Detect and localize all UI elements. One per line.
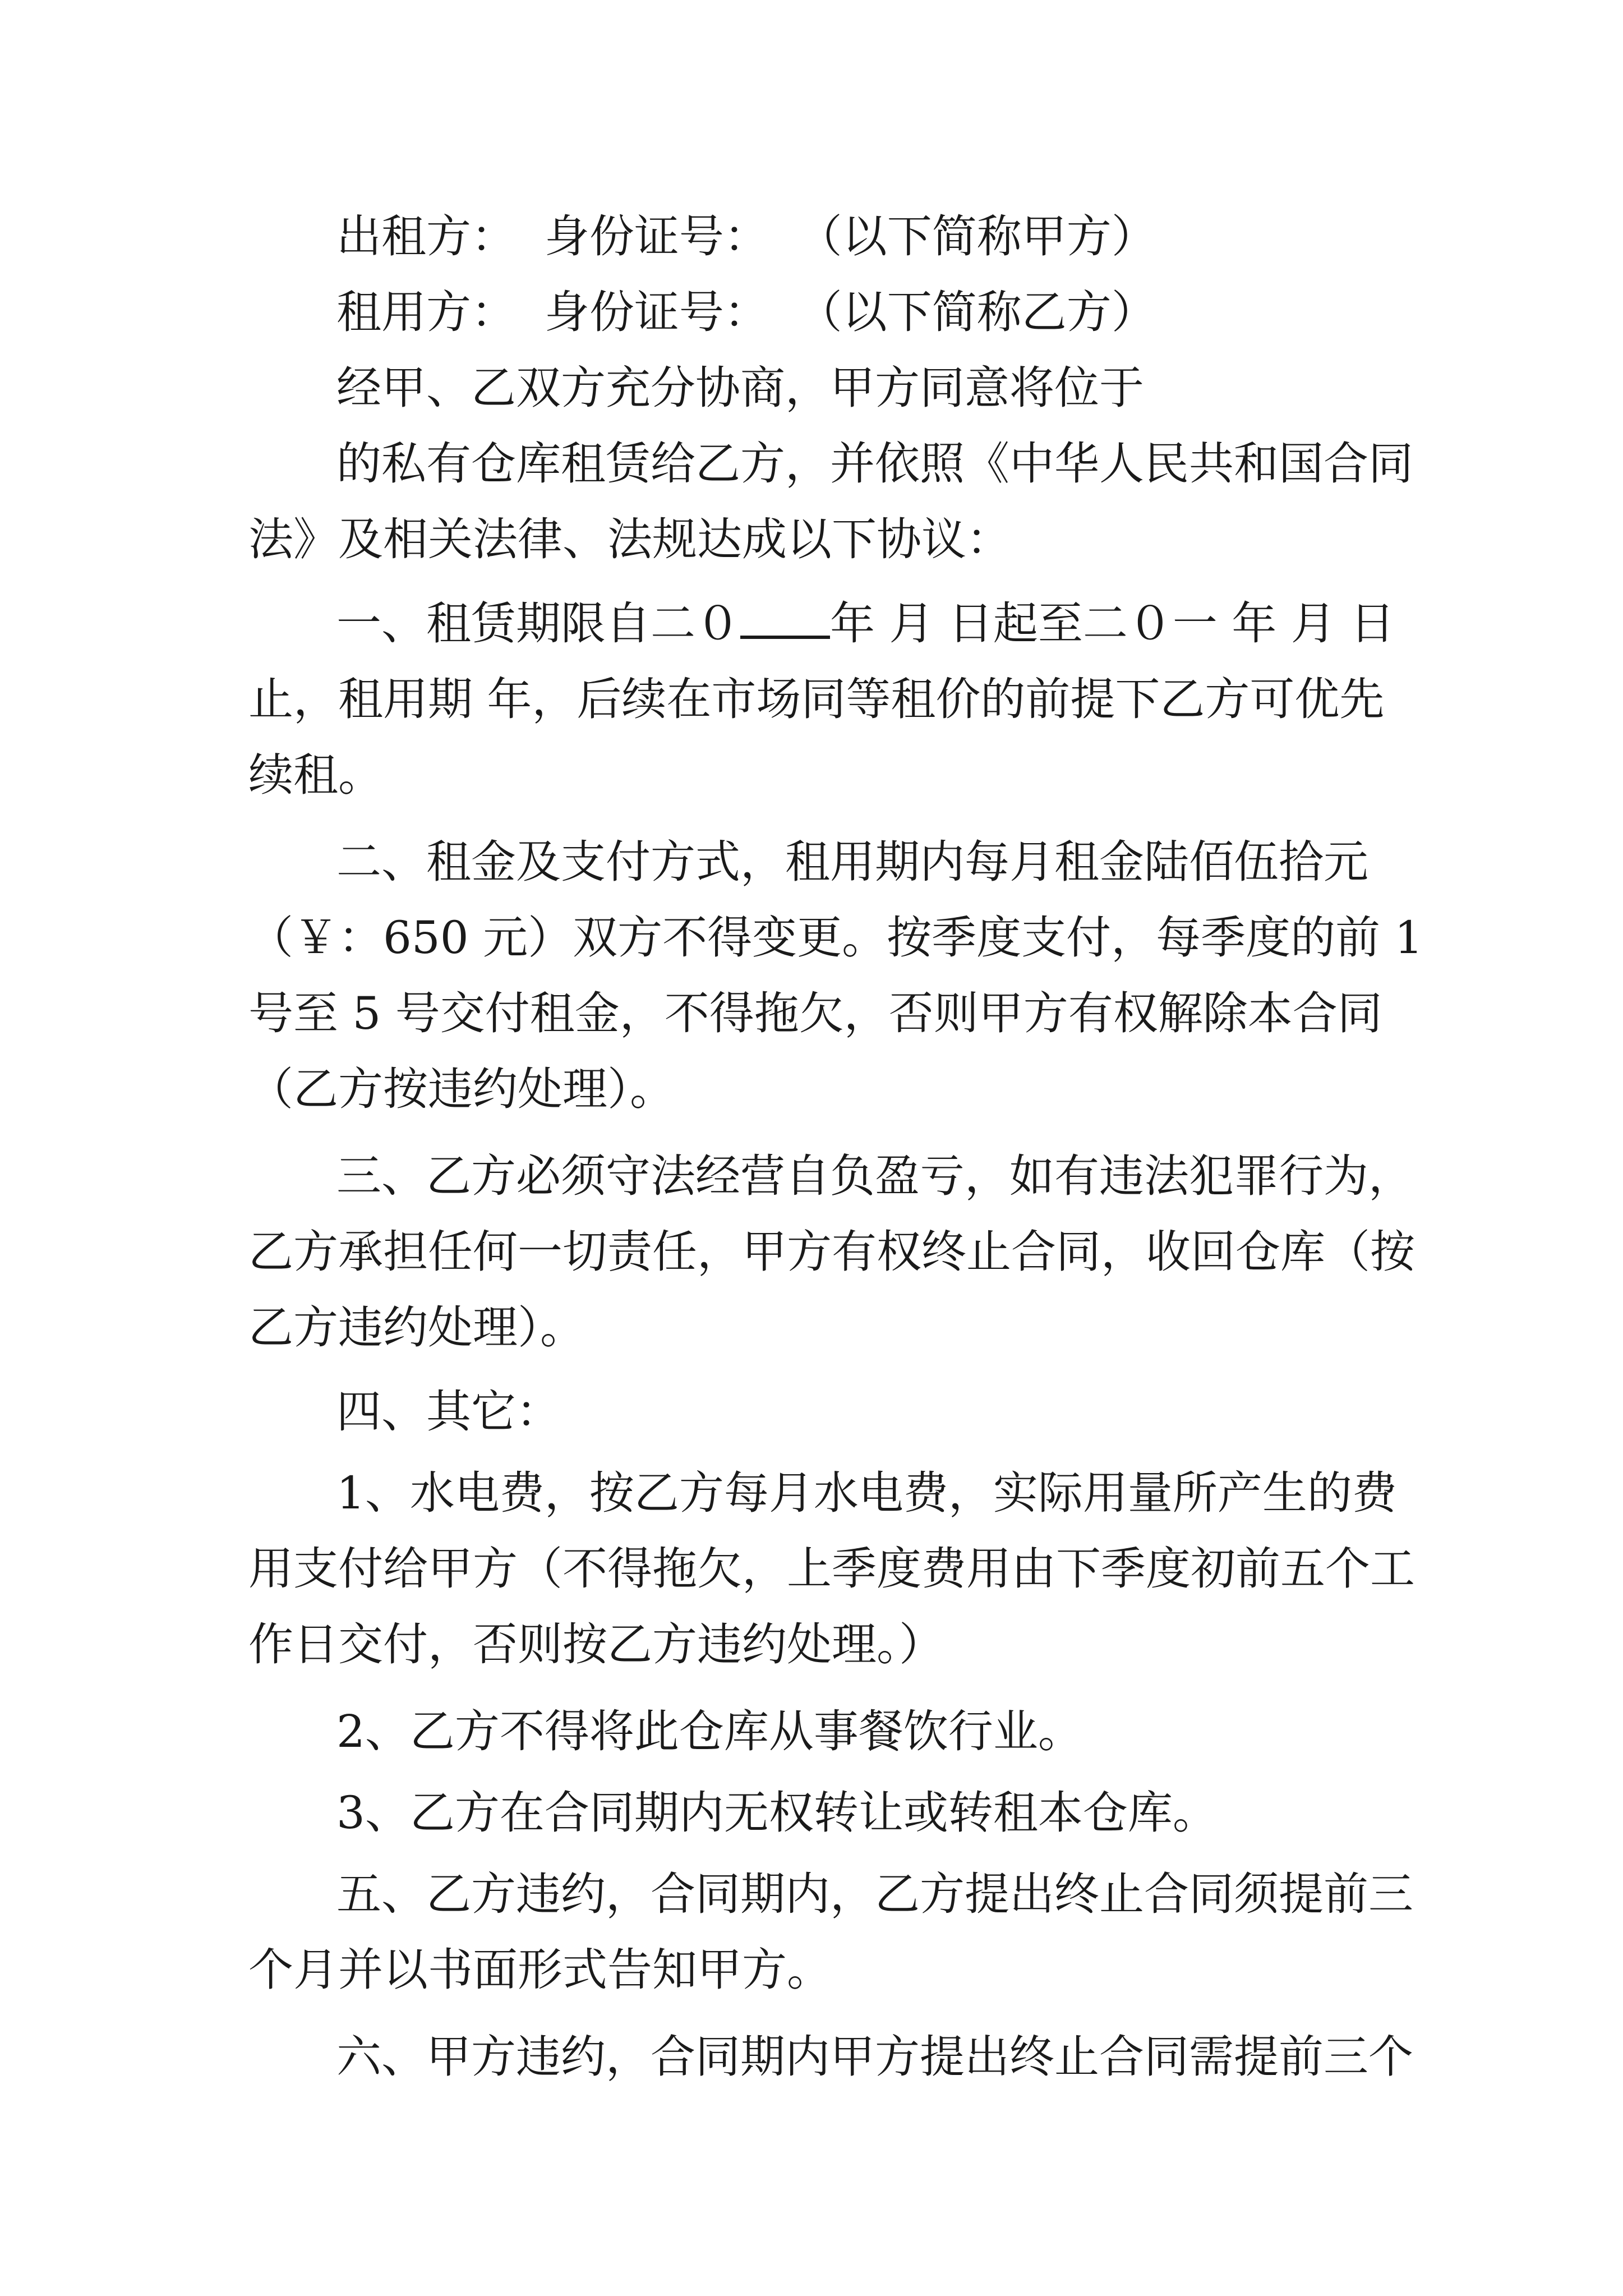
clause-1-line-3: 续租。 [248,749,383,801]
clause-5-line-1: 五、乙方违约，合同期内，乙方提出终止合同须提前三 [336,1868,1413,1920]
clause-2-line-3: 号至 5 号交付租金，不得拖欠，否则甲方有权解除本合同 [248,987,1382,1039]
intro-line-2: 的私有仓库租赁给乙方，并依照《中华人民共和国合同 [336,438,1413,490]
intro-line-3: 法》及相关法律、法规达成以下协议： [248,513,1011,565]
clause-2-line-2: （￥：650 元）双方不得变更。按季度支付，每季度的前 1 [248,912,1423,964]
clause-3-line-3: 乙方违约处理）。 [248,1301,585,1354]
clause-3-line-2: 乙方承担任何一切责任，甲方有权终止合同，收回仓库（按 [248,1226,1415,1278]
clause-3-line-1: 三、乙方必须守法经营自负盈亏，如有违法犯罪行为， [336,1150,1413,1202]
clause-1-line-1 [336,596,1395,652]
clause-1-line-2: 止，租用期 年，后续在市场同等租价的前提下乙方可优先 [248,673,1385,725]
clause-4-item-1-line-1: 1、水电费，按乙方每月水电费，实际用量所产生的费 [336,1467,1397,1519]
clause-6-line-1: 六、甲方违约，合同期内甲方提出终止合同需提前三个 [336,2031,1413,2083]
clause-1-text-after-blank: 年 月 日起至二０一 年 月 日 [830,597,1395,650]
lessee-line: 租用方： 身份证号： （以下简称乙方） [336,286,1156,338]
clause-5-line-2: 个月并以书面形式告知甲方。 [248,1944,832,1996]
clause-2-line-4: （乙方按违约处理）。 [248,1063,675,1115]
clause-4-item-1-line-2: 用支付给甲方（不得拖欠，上季度费用由下季度初前五个工 [248,1543,1415,1595]
clause-1-text-before-blank: 一、租赁期限自二０ [336,597,740,650]
intro-line-1: 经甲、乙双方充分协商，甲方同意将位于 [336,362,1144,414]
clause-4-item-3: 3、乙方在合同期内无权转让或转租本仓库。 [336,1787,1218,1839]
clause-4-heading: 四、其它： [336,1386,561,1438]
lessor-line: 出租方： 身份证号： （以下简称甲方） [336,210,1156,263]
clause-4-item-2: 2、乙方不得将此仓库从事餐饮行业。 [336,1705,1083,1757]
clause-4-item-1-line-3: 作日交付，否则按乙方违约处理。） [248,1618,944,1671]
clause-2-line-1: 二、租金及支付方式，租用期内每月租金陆佰伍拾元 [336,836,1368,888]
year-blank [740,632,830,639]
